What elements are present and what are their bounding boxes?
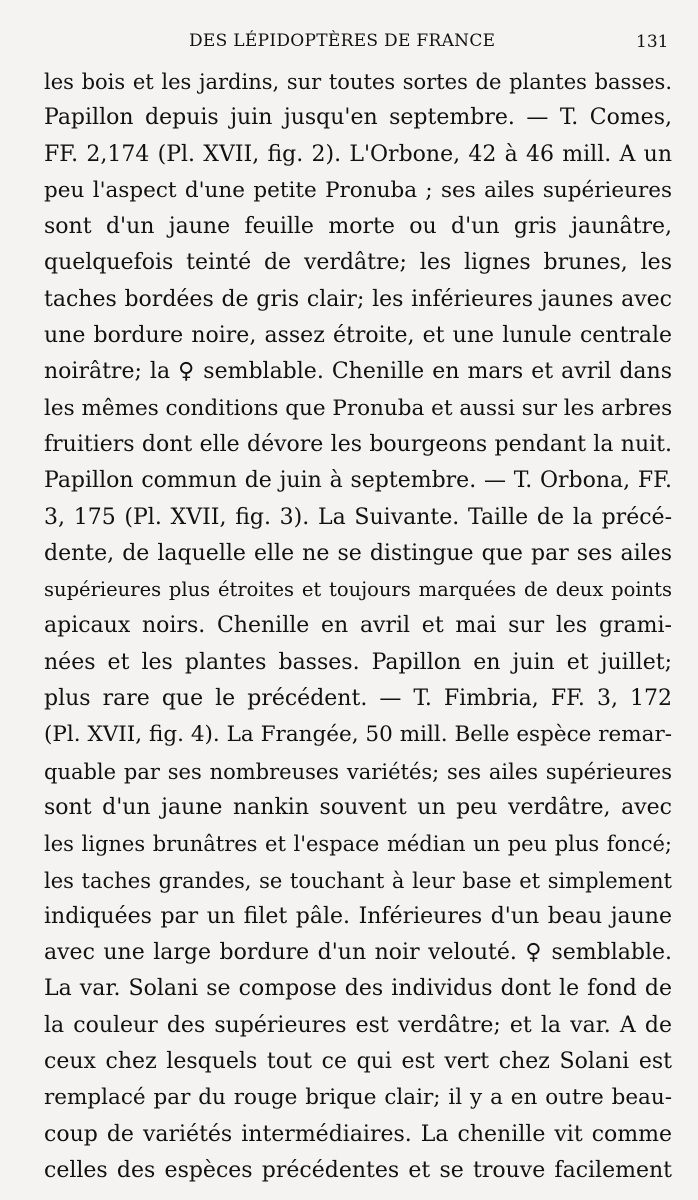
text-line: ceux chez lesquels tout ce qui est vert chez Solani est [44,1049,672,1075]
text-line: coup de variétés intermédiaires. La chenille vit comme [44,1121,672,1147]
text-line: les mêmes conditions que Pronuba et aussi sur les arbres [44,395,673,421]
text-line: FF. 2,174 (Pl. XVII, fig. 2). L'Orbone, 42 à 46 mill. A un [44,141,672,167]
text-line: les lignes brunâtres et l'espace médian un peu plus foncé; [44,832,672,857]
text-line: La var. Solani se compose des individus dont le fond de [44,976,672,1002]
text-line: sont d'un jaune feuille morte ou d'un gris jaunâtre, [44,214,672,240]
page-number: 131 [636,32,669,52]
text-line: 3, 175 (Pl. XVII, fig. 3). La Suivante. Taille de la précé- [44,504,672,530]
text-line: une bordure noire, assez étroite, et une lunule centrale [44,323,672,349]
text-line: avec une large bordure d'un noir velouté. ♀ semblable. [44,940,672,966]
text-line: supérieures plus étroites et toujours marquées de deux points [44,578,672,602]
text-line: apicaux noirs. Chenille en avril et mai sur les grami- [44,613,672,639]
text-line: sont d'un jaune nankin souvent un peu verdâtre, avec [44,794,672,820]
text-line: Papillon commun de juin à septembre. — T. Orbona, FF. [44,468,672,494]
body-text [44,64,672,1189]
text-line: la couleur des supérieures est verdâtre; et la var. A de [44,1012,672,1038]
text-line: remplacé par du rouge brique clair; il y a en outre beau- [44,1085,672,1111]
text-line: nées et les plantes basses. Papillon en juin et juillet; [44,649,672,675]
text-line: les bois et les jardins, sur toutes sortes de plantes basses. [44,70,672,94]
text-line: Papillon depuis juin jusqu'en septembre. — T. Comes, [44,105,672,131]
running-title: DES LÉPIDOPTÈRES DE FRANCE [189,31,496,51]
text-line: dente, de laquelle elle ne se distingue que par ses ailes [44,540,672,566]
text-line: taches bordées de gris clair; les inférieures jaunes avec [44,286,672,312]
text-line: quelquefois teinté de verdâtre; les lignes brunes, les [44,250,672,276]
text-line: fruitiers dont elle dévore les bourgeons pendant la nuit. [44,431,672,457]
text-line: quable par ses nombreuses variétés; ses ailes supérieures [44,759,672,784]
text-line: plus rare que le précédent. — T. Fimbria, FF. 3, 172 [44,686,672,712]
text-line: indiquées par un filet pâle. Inférieures d'un beau jaune [44,903,672,929]
text-line: noirâtre; la ♀ semblable. Chenille en mars et avril dans [44,359,672,385]
text-line: celles des espèces précédentes et se trouve facilement [44,1157,672,1183]
text-line: peu l'aspect d'une petite Pronuba ; ses ailes supérieures [44,177,672,203]
text-line: (Pl. XVII, fig. 4). La Frangée, 50 mill. Belle espèce remar- [44,722,672,748]
text-line: les taches grandes, se touchant à leur base et simplement [44,868,672,893]
